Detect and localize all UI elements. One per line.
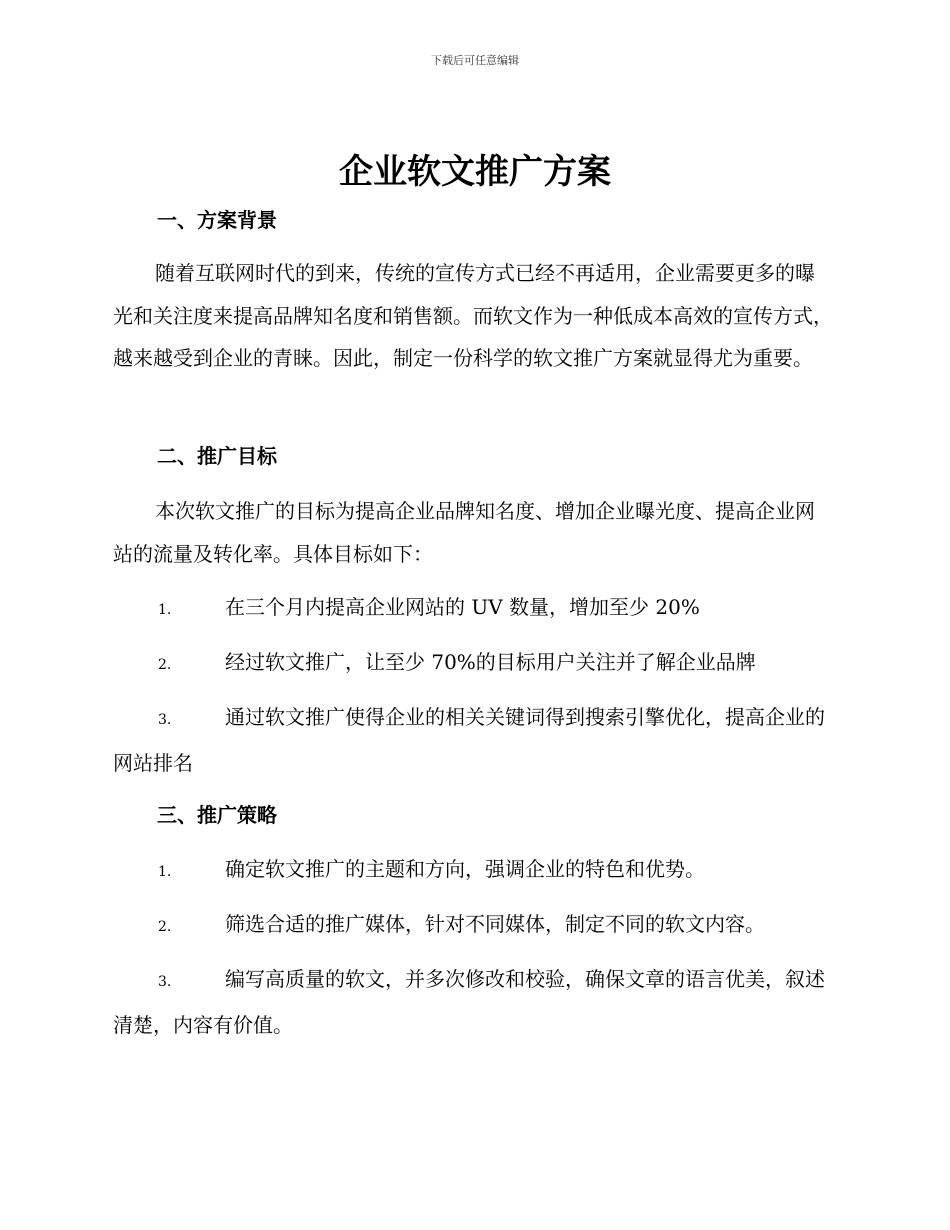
strategy-item-number: 3. [158,974,172,990]
section-heading-goals: 二、推广目标 [157,444,277,468]
goal-item-1 [113,586,833,632]
goal-item-3 [113,696,833,784]
goal-item-text: 经过软文推广，让至少 70%的目标用户关注并了解企业品牌 [225,650,756,674]
strategy-item-number: 2. [158,919,172,935]
goals-paragraph: 本次软文推广的目标为提高企业品牌知名度、增加企业曝光度、提高企业网站的流量及转化率。具体目标如下： [113,499,815,566]
strategy-item-text: 确定软文推广的主题和方向，强调企业的特色和优势。 [225,857,705,881]
goal-item-text: 通过软文推广使得企业的相关关键词得到搜索引擎优化，提高企业的网站排名 [113,705,825,775]
strategy-item-2 [113,903,833,949]
strategy-item-text: 筛选合适的推广媒体，针对不同媒体，制定不同的软文内容。 [225,912,765,936]
goal-item-number: 2. [158,657,172,673]
goal-item-text: 在三个月内提高企业网站的 UV 数量，增加至少 20% [225,595,700,619]
section-heading-strategy: 三、推广策略 [157,803,277,827]
document-title: 企业软文推广方案 [339,152,611,192]
goal-item-2 [113,641,833,687]
section-heading-background: 一、方案背景 [157,208,277,232]
strategy-item-number: 1. [158,864,172,880]
strategy-item-text: 编写高质量的软文，并多次修改和校验，确保文章的语言优美，叙述清楚，内容有价值。 [113,967,825,1037]
background-paragraph: 随着互联网时代的到来，传统的宣传方式已经不再适用，企业需要更多的曝光和关注度来提高品牌知名度和销售额。而软文作为一种低成本高效的宣传方式，越来越受到企业的青睐。因此，制定一份科学的软文推广方案就显得尤为重要。 [113,261,833,370]
goal-item-number: 1. [158,602,172,618]
strategy-item-1 [113,848,833,894]
header-note: 下载后可任意编辑 [431,54,519,67]
goal-item-number: 3. [158,712,172,728]
strategy-item-3 [113,958,833,1046]
